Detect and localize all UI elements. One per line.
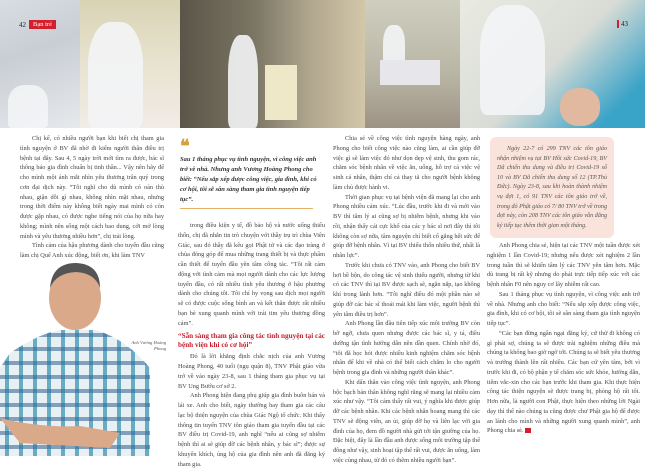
photo-volunteer-iv-drip — [80, 0, 180, 128]
page-number: 42 — [19, 20, 26, 29]
info-box — [490, 137, 614, 238]
quote-mark-icon: ❝ — [180, 136, 190, 157]
paragraph: “Các bạn đừng ngần ngại đăng ký, cứ thử đi không có gì phải sợ, chúng ta sẽ được trải nghiệm những điều mà chúng ta không bao giờ ngờ tới. Chúng ta sẽ biết yêu thương và trưởng thành lên rất nhiều. Các bạn cứ yên tâm, bởi vì trước khi đi, có bộ phận y tế chăm sóc sức khỏe, hướng dẫn, tiêm vắc-xin cho các bạn trước khi tham gia. Khi thực hiện công tác thiện nguyện sẽ được trang bị, phòng hộ rất tốt. Hơn nữa, là người con Phật, thực hiện theo những lời Ngài dạy thì thế nào chúng ta cũng được chư Phật gia hộ để được an lành cho mình và những người xung quanh mình”, anh Phong chia sẻ. — [487, 329, 640, 435]
paragraph: Anh Phong lần đầu tiên tiếp xúc môi trường BV còn bỡ ngỡ, chưa quen nhưng được các bác sĩ, y tá, điều dưỡng tận tình hướng dẫn nên dần quen. Chính nhờ đó, “tôi đã học hỏi được nhiều kinh nghiệm chăm sóc bệnh nhân để khi về nhà có thể biết cách chăm lo cho người bệnh trong gia đình và những người thân khác”. — [333, 320, 480, 376]
paragraph: Đó là lời khẳng định chắc nịch của anh Vương Hoàng Phong, 40 tuổi (ngụ quận 8), TNV Phật giáo vừa trở về vào ngày 23-8, sau 1 tháng tham gia phục vụ tại BV Ung Bướu cơ sở 2. — [178, 353, 325, 390]
photo-volunteers-ward — [365, 0, 460, 128]
paragraph: Chia sẻ về công việc tình nguyện hàng ngày, anh Phong cho biết công việc nào cũng làm, ai cần giúp đỡ việc gì sẽ làm việc đó như dọn dẹp vệ sinh, thu gom rác, chăm sóc bệnh nhân về việc ăn, uống, hỗ trợ cả việc vệ sinh cá nhân, thậm chí cả thay tã cho người bệnh không làm chủ được hành vi. — [333, 135, 480, 191]
paragraph: Thời gian phục vụ tại bệnh viện đã mang lại cho anh Phong nhiều cảm xúc. “Lúc đầu, trước khi đi và mới vào BV thì tâm lý ai cũng sợ bị nhiễm bệnh, nhưng khi vào rồi, nhận thấy cái cực khổ của các y bác sĩ nơi đây thì tôi không còn sợ nữa, tâm nguyện chỉ biết cố gắng hết sức để giúp đỡ bệnh nhân. Vì tại BV thiếu thốn nhiều thứ, nhất là nhân lực”. — [333, 193, 480, 259]
paragraph: Chị kể, có nhiều người bạn khi biết chị tham gia tình nguyện ở BV đã nhờ đi kiếm người thân điều trị bệnh tại đây. Sau 4, 5 ngày trời mới tìm ra được, bác sĩ thông báo gia đình chuẩn bị tinh thần... Vậy nên hãy để cho mình một ánh mắt nhìn yêu thương trân quý trong cơn đại dịch này. “Tôi nghĩ cho dù mình có oán thù nhau, giận dỗi gì nhau, không nhìn mặt nhau, nhưng trong thời điểm này không biết ngày mai mình có còn được gặp nhau, có được nghe tiếng nói của họ nữa hay không; mình nên sống một cách bao dung, cởi mở lòng mình và yêu thương nhiều hơn”, chị trải lòng. — [20, 135, 164, 240]
column-2 — [178, 221, 325, 469]
end-mark-icon — [525, 428, 531, 433]
paragraph: Sau 1 tháng phục vụ tình nguyện, vì công việc anh trở về nhà. Nhưng anh cho biết: “Nếu sắp xếp được công việc, gia đình, khi có cơ hội, tôi sẽ sẵn sàng tham gia tình nguyện tiếp tục”. — [487, 290, 640, 327]
page-number-right: 43 — [617, 20, 628, 28]
paragraph: Anh Phong chia sẻ, hiện tại các TNV một tuần được xét nghiệm 1 lần Covid-19; nhưng nếu được xét nghiệm 2 lần trong tuần thì sẽ khiến tâm lý các TNV yên tâm hơn. Mặc dù trang bị rất kỹ nhưng do phải trực tiếp tiếp xúc với các bệnh nhân F0 nên nguy cơ lây nhiễm rất cao. — [487, 242, 640, 288]
section-tag: Bạn trẻ — [29, 20, 56, 29]
page-number-left — [19, 20, 56, 29]
column-4 — [487, 241, 640, 436]
paragraph: Anh Phong hiện đang phụ giúp gia đình buôn bán và lái xe. Anh cho biết, ngày thường hay tham gia các câu lạc bộ thiện nguyện của chùa Giác Ngộ tổ chức. Khi thấy thông tin tuyển TNV tôn giáo tham gia tuyến đầu tại các BV điều trị Covid-19, anh nghĩ “nếu ai cũng sợ nhiễm bệnh thì ai sẽ giúp đỡ các bệnh nhân, y bác sĩ”; được sự khuyến khích, ủng hộ của gia đình nên anh đã đăng ký tham gia. — [178, 392, 325, 468]
paragraph: Trước khi chưa có TNV vào, anh Phong cho biết BV hơi bề bộn, do công tác vệ sinh thiếu người, nhưng từ khi có các TNV thì tại BV được sạch sẽ, ngăn nắp, tạo không khí trong lành hơn. “Tôi nghĩ điều đó một phần nào sẽ giúp đỡ các bác sĩ thoải mái khi làm việc, người bệnh thì yên tâm điều trị hơn”. — [333, 261, 480, 318]
paragraph: Tình cảm của hậu phương dành cho tuyến đầu cũng làm chị Quế Anh xúc động, biết ơn, khi làm TNV — [20, 242, 164, 259]
column-3 — [333, 134, 480, 466]
pull-quote: Sau 1 tháng phục vụ tình nguyện, vì công việc anh trở về nhà. Nhưng anh Vương Hoàng Phong cho biết: “Nếu sắp xếp được công việc, gia đình, khi có cơ hội, tôi sẽ sẵn sàng tham gia tình nguyện tiếp tục”. — [180, 156, 317, 203]
portrait-photo — [0, 258, 155, 456]
photo-strip — [0, 0, 645, 128]
divider — [180, 208, 313, 209]
info-box-text: Ngày 22-7 có 299 TNV các tôn giáo nhận nhiệm vụ tại BV Hồi sức Covid-19, BV Dã chiến thu dung và điều trị Covid-19 số 10 và BV Dã chiến thu dung số 12 (TP.Thủ Đức). Ngày 23-8, sau khi hoàn thành nhiệm vụ đợt 1, có 91 TNV các tôn giáo trở về, trong đó Phật giáo có 7/ 80 TNV trở về trong đợt này, còn 208 TNV các tôn giáo vẫn đăng ký tiếp tục thêm thời gian một tháng. — [497, 146, 608, 229]
photo-caption: Anh Vương Hoàng Phong — [131, 340, 166, 351]
paragraph: Khi dấn thân vào công việc tình nguyện, anh Phong bộc bạch bản thân không nghĩ rằng sẽ mang lại nhiều cảm xúc như vậy. “Tôi cảm thấy rất vui, ý nghĩa khi được giúp đỡ các bệnh nhân. Khi các bệnh nhân hoang mang thì các TNV sẽ động viên, an ủi, giúp đỡ họ và liên lạc với gia đình của họ, đem đồ người nhà gửi tới tận giường của họ. Đặc biệt, đây là lần đầu anh được sống môi trường tập thể đông như vậy, sinh hoạt tập thể rất vui, được ăn uống, làm việc cùng nhau, từ đó có thêm nhiều người bạn”. — [333, 378, 480, 464]
photo-volunteer-corridor — [180, 0, 365, 128]
column-1 — [20, 134, 164, 261]
section-heading: “Sẵn sàng tham gia công tác tình nguyện tại các bệnh viện khi có cơ hội” — [178, 332, 325, 350]
paragraph: trong điều kiện y tế, đồ bảo hộ và nước uống thiếu thốn, chị đã nhắn tin trò chuyện với thầy trụ trì chùa Viên Giác, sau đó thầy đã kêu gọi Phật tử và các đạo tràng ở chùa đóng góp để mua những trang thiết bị và thực phẩm cần thiết để tuyến đầu yên tâm công tác. “Tôi rất cảm động với tình cảm mà mọi người dành cho các lực lượng tuyến đầu, có rất nhiều tình yêu thương ở hậu phương dành cho chúng tôi. Tôi chỉ hy vọng sau dịch mọi người sẽ có được cuộc sống bình an và kết thân được rất nhiều bạn bè xung quanh mình với trái tim yêu thương đồng cảm”. — [178, 222, 325, 327]
